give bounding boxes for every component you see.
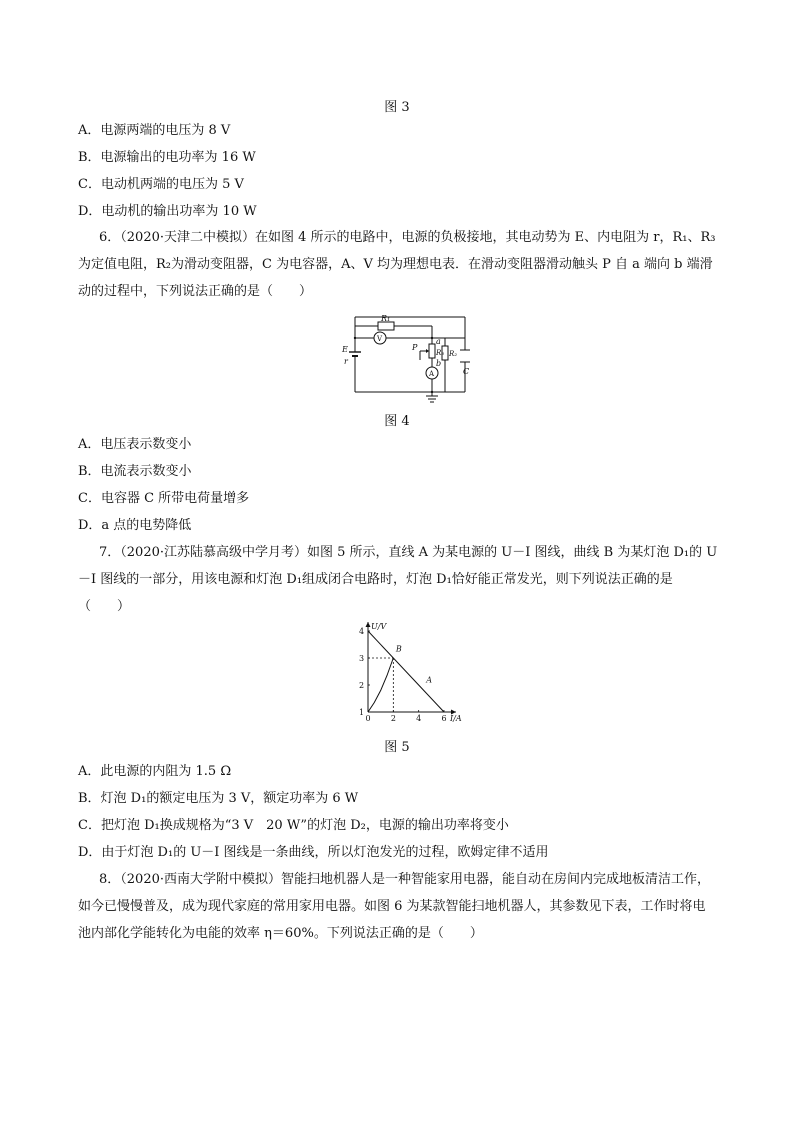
label-r2: R₂ (449, 350, 458, 358)
q8-stem: 8．（2020·西南大学附中模拟）智能扫地机器人是一种智能家用电器，能自动在房间内完成地板清洁工作，如今已慢慢普及，成为现代家庭的常用家用电器。如图 6 为某款智能扫地机器人，其参数见下表，工作时将电池内部化学能转化为电能的效率 η＝60%。下列说法正确的是（ ） (78, 872, 710, 941)
figure-5-caption: 图 5 (384, 740, 410, 755)
q7-option-b: B．灯泡 D₁的额定电压为 3 V，额定功率为 6 W (78, 791, 359, 806)
x-tick-label: 4 (416, 714, 422, 723)
x-tick-label: 6 (441, 714, 447, 723)
y-axis-label: U/V (371, 622, 387, 631)
label-e: E (342, 345, 348, 354)
q6-stem: 6．（2020·天津二中模拟）在如图 4 所示的电路中，电源的负极接地，其电动势为 E、内电阻为 r，R₁、R₃为定值电阻，R₂为滑动变阻器，C 为电容器，A、V 均为理想电表．在滑动变阻器滑动触头 P 自 a 端向 b 端滑动的过程中，下列说法正确的是（ ） (78, 230, 716, 299)
y-tick-label: 1 (359, 708, 365, 717)
ui-chart (350, 620, 480, 726)
label-a-point: a (436, 337, 441, 346)
label-a-meter: A (429, 370, 435, 378)
q5-option-b: B．电源输出的电功率为 16 W (78, 150, 256, 165)
circuit-diagram (340, 312, 480, 404)
y-tick-label: 3 (359, 654, 365, 663)
x-tick-label: 0 (365, 714, 371, 723)
figure-4-caption: 图 4 (384, 414, 410, 429)
label-r1: R₁ (381, 314, 391, 323)
q5-option-c: C．电动机两端的电压为 5 V (78, 177, 244, 192)
label-v: V (377, 335, 383, 343)
q5-option-a: A．电源两端的电压为 8 V (78, 123, 231, 138)
curve-b-label: B (395, 644, 402, 654)
label-b-point: b (436, 359, 442, 368)
y-tick-label: 4 (359, 627, 365, 636)
q5-option-d: D．电动机的输出功率为 10 W (78, 204, 257, 219)
x-tick-label: 2 (390, 714, 396, 723)
q6-option-d: D．a 点的电势降低 (78, 518, 192, 533)
q6-option-a: A．电压表示数变小 (78, 437, 192, 452)
q7-option-a: A．此电源的内阻为 1.5 Ω (78, 764, 232, 779)
label-r-internal: r (344, 357, 348, 366)
q6-option-b: B．电流表示数变小 (78, 464, 192, 479)
label-c: C (463, 367, 470, 376)
label-r3: R₃ (436, 349, 445, 357)
q7-stem: 7．（2020·江苏陆慕高级中学月考）如图 5 所示，直线 A 为某电源的 U－I 图线，曲线 B 为某灯泡 D₁的 U－I 图线的一部分，用该电源和灯泡 D₁组成闭合电路时，灯泡 D₁恰好能正常发光，则下列说法正确的是（ ） (78, 545, 718, 614)
y-tick-label: 2 (359, 681, 365, 690)
q7-option-d: D．由于灯泡 D₁的 U－I 图线是一条曲线，所以灯泡发光的过程，欧姆定律不适用 (78, 845, 549, 860)
r3-rheostat (429, 344, 435, 358)
figure-3-caption: 图 3 (384, 100, 410, 115)
series-b-line (368, 658, 393, 712)
label-p: P (412, 343, 418, 352)
series-a-line (368, 631, 444, 712)
line-a-label: A (426, 675, 433, 685)
r1-resistor (378, 322, 394, 330)
x-axis-label: I/A (450, 714, 462, 723)
q7-option-c: C．把灯泡 D₁换成规格为“3 V 20 W”的灯泡 D₂，电源的输出功率将变小 (78, 818, 509, 833)
q6-option-c: C．电容器 C 所带电荷量增多 (78, 491, 250, 506)
y-axis-arrow (366, 622, 371, 627)
